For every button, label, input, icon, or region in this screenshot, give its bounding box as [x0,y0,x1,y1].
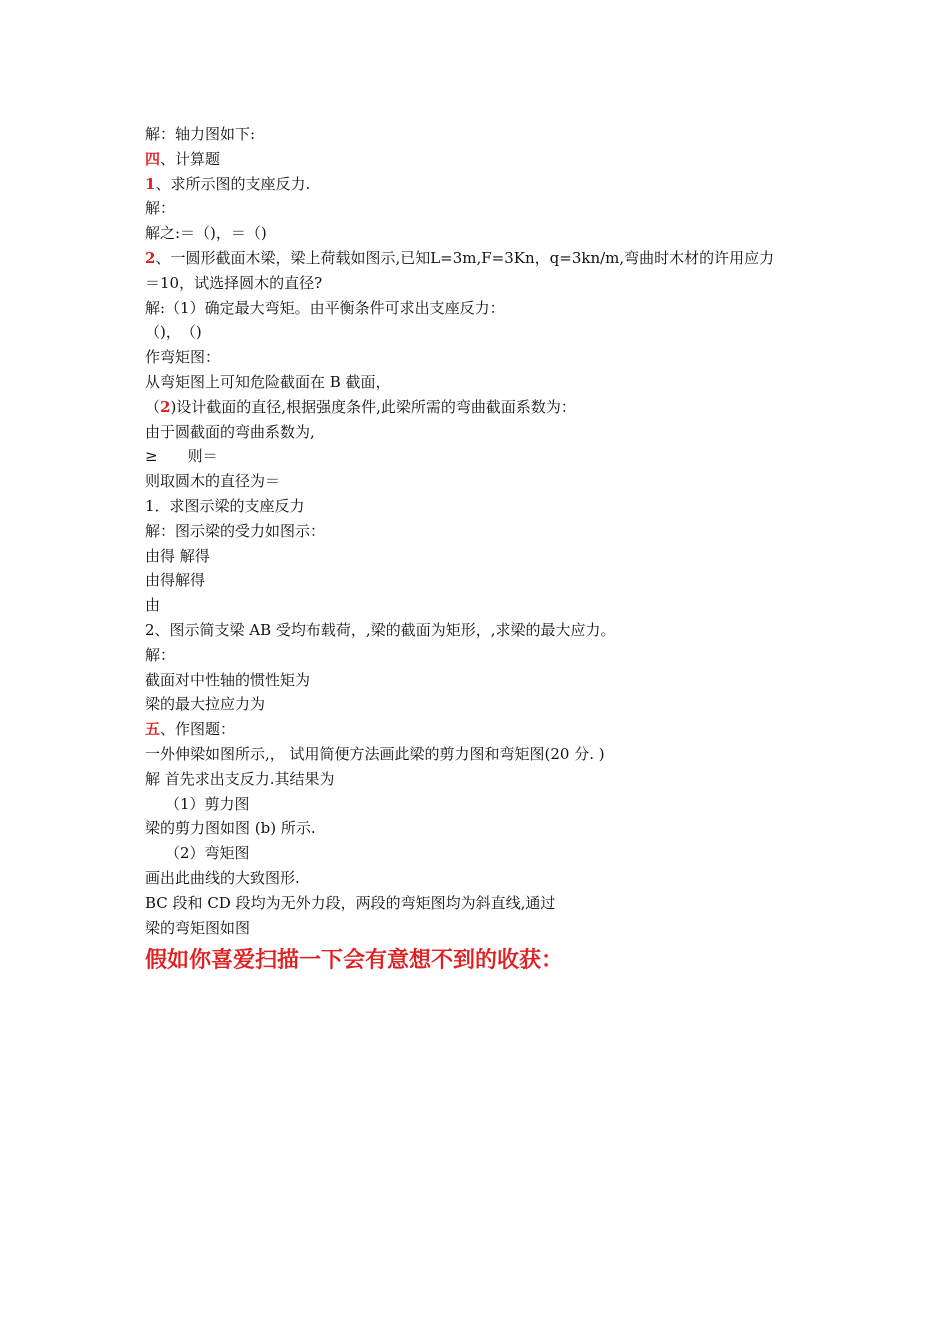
problem-1 [145,172,825,197]
problem-2 [145,246,825,271]
moment-of-inertia-text: 截面对中性轴的惯性矩为 [145,670,311,689]
max-tensile-stress-text: 梁的最大拉应力为 [145,695,266,714]
equation-line-2: 由得解得 [145,571,206,590]
axial-force-solution: 解：轴力图如下: [145,125,256,143]
diameter-text: 则取圆木的直径为＝ [145,472,281,491]
moment-diagram-heading: （2）弯矩图 [165,844,250,863]
solution-step-2 [145,395,825,420]
reaction-solution-text: 解 首先求出支反力.其结果为 [145,769,335,788]
step-text: )设计截面的直径,根据强度条件,此梁所需的弯曲截面系数为： [170,397,576,416]
document-body [145,122,825,978]
shear-diagram-heading: （1）剪力图 [165,794,250,813]
problem-simply-supported-beam: 2、图示简支梁 AB 受均布载荷，,梁的截面为矩形，,求梁的最大应力。 [145,620,616,639]
dangerous-section-text: 从弯矩图上可知危险截面在 B 截面， [145,372,391,391]
paren-open: （ [145,397,161,416]
section-title: 、计算题 [160,149,221,168]
problem-number: 2 [145,248,156,267]
problem-text: 、一圆形截面木梁，梁上荷载如图示,已知L=3m,F=3Kn，q=3kn/m,弯曲时木材的许用应力 [155,248,775,267]
section-heading-drawing [145,717,825,742]
moment-diagram-text: 梁的弯矩图如图 [145,918,251,937]
segment-description: BC 段和 CD 段均为无外力段，两段的弯矩图均为斜直线,通过 [145,893,556,912]
section-modulus-text: 由于圆截面的弯曲系数为, [145,422,315,441]
section-heading-calculation [145,147,825,172]
promo-footer: 假如你喜爱扫描一下会有意想不到的收获： [145,948,564,974]
solution-label: 解： [145,199,176,218]
problem-support-reaction: 1．求图示梁的支座反力 [145,496,305,515]
curve-shape-text: 画出此曲线的大致图形. [145,868,300,887]
problem-text: 、求所示图的支座反力. [155,174,311,193]
solution-step-1: 解:（1）确定最大弯矩。由平衡条件可求出支座反力： [145,298,505,317]
solution-result: 解之:＝（)，＝（) [145,224,267,243]
force-diagram-text: 解：图示梁的受力如图示： [145,521,326,540]
problem-2-continued: ＝10，试选择圆木的直径? [145,273,323,292]
problem-number: 1 [145,174,156,193]
section-number: 五 [145,720,161,739]
shear-diagram-text: 梁的剪力图如图 (b) 所示. [145,819,316,838]
bending-moment-diagram-text: 作弯矩图： [145,348,221,367]
equation-line-3: 由 [145,596,161,615]
section-title: 、作图题： [160,720,236,739]
equation-line-1: 由得 解得 [145,546,210,565]
step-number: 2 [160,397,171,416]
section-number: 四 [145,149,161,168]
inequality-text: ≥ 则＝ [145,447,218,466]
solution-label-2: 解： [145,645,176,664]
support-reactions: （)， （) [145,323,202,342]
overhang-beam-problem: 一外伸梁如图所示,， 试用简便方法画此梁的剪力图和弯矩图(20 分. ) [145,744,605,763]
